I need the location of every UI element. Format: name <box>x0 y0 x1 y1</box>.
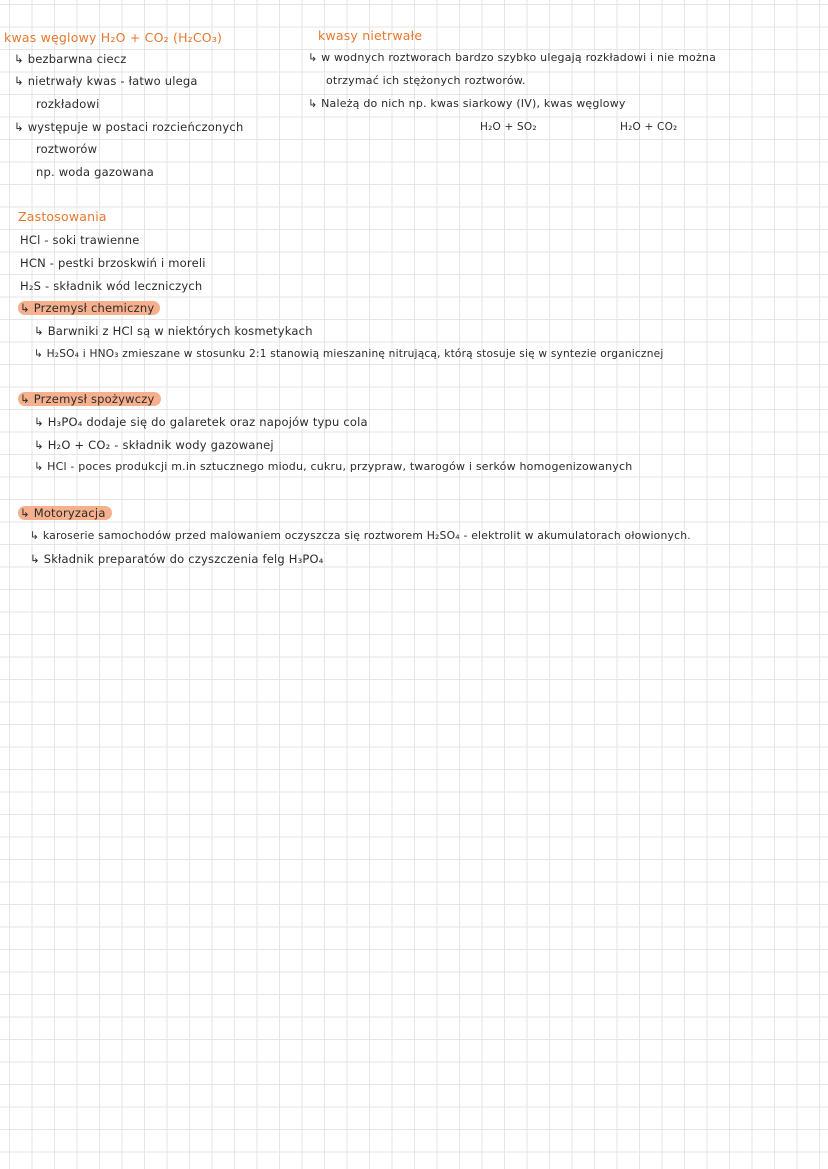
note-line: ↳ w wodnych roztworach bardzo szybko ulegają rozkładowi i nie można <box>308 51 717 64</box>
note-line: HCl - soki trawienne <box>20 233 140 247</box>
section-title-zastosowania: Zastosowania <box>18 209 107 224</box>
formula: H₂O + SO₂ <box>480 121 537 133</box>
note-line: roztworów <box>36 142 98 156</box>
heading-przemysl-chemiczny <box>18 301 160 315</box>
note-line: ↳ HCl - poces produkcji m.in sztucznego miodu, cukru, przypraw, twarogów i serków homogenizowanych <box>34 460 633 473</box>
note-line: ↳ H₂O + CO₂ - składnik wody gazowanej <box>34 438 274 452</box>
note-line: np. woda gazowana <box>36 165 154 179</box>
heading-motoryzacja <box>18 506 112 520</box>
note-line: ↳ H₃PO₄ dodaje się do galaretek oraz napojów typu cola <box>34 415 368 429</box>
note-line: ↳ bezbarwna ciecz <box>14 52 127 66</box>
formula: H₂O + CO₂ <box>620 121 678 133</box>
note-line: ↳ karoserie samochodów przed malowaniem oczyszcza się roztworem H₂SO₄ - elektrolit w akumulatorach ołowionych. <box>30 529 691 542</box>
note-line: ↳ występuje w postaci rozcieńczonych <box>14 120 244 134</box>
note-line: ↳ Barwniki z HCl są w niektórych kosmetykach <box>34 324 313 338</box>
note-line: ↳ nietrwały kwas - łatwo ulega <box>14 74 198 88</box>
highlighted-heading: ↳ Motoryzacja <box>18 506 112 520</box>
note-line: rozkładowi <box>36 97 100 111</box>
highlighted-heading: ↳ Przemysł chemiczny <box>18 301 160 315</box>
section-title-kwas-weglowy: kwas węglowy H₂O + CO₂ (H₂CO₃) <box>4 30 223 45</box>
section-title-kwasy-nietrwale: kwasy nietrwałe <box>318 28 423 43</box>
note-line: HCN - pestki brzoskwiń i moreli <box>20 256 206 270</box>
note-line: H₂S - składnik wód leczniczych <box>20 279 203 293</box>
heading-przemysl-spozywczy <box>18 392 161 406</box>
note-line: ↳ Należą do nich np. kwas siarkowy (IV), kwas węglowy <box>308 97 626 110</box>
note-line: ↳ H₂SO₄ i HNO₃ zmieszane w stosunku 2:1 stanowią mieszaninę nitrującą, którą stosuje się w syntezie organicznej <box>34 348 664 360</box>
highlighted-heading: ↳ Przemysł spożywczy <box>18 392 161 406</box>
note-line: ↳ Składnik preparatów do czyszczenia felg H₃PO₄ <box>30 552 324 566</box>
note-line: otrzymać ich stężonych roztworów. <box>326 74 526 87</box>
